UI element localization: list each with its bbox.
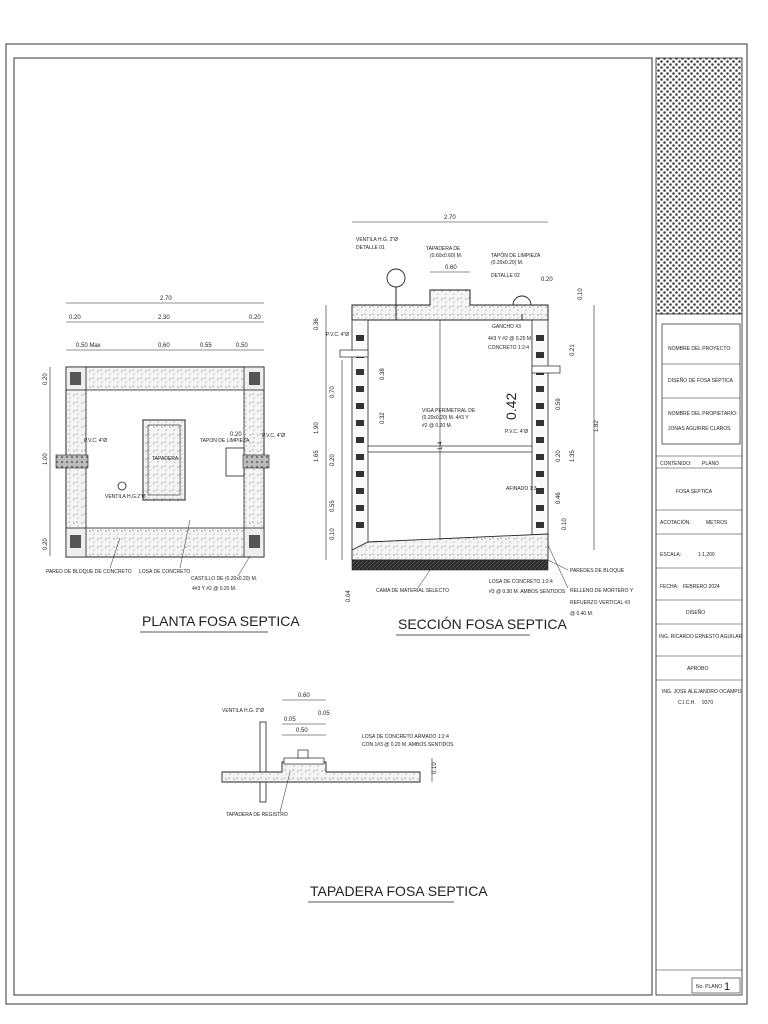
dim-plan-050: 0.50 <box>236 343 248 349</box>
dim-plan-inner: 2.30 <box>158 315 170 321</box>
dim-sec-182: 1.82 <box>594 420 600 432</box>
dim-sec-059: 0.59 <box>556 398 562 410</box>
label-plan-pvc-left: P.V.C. 4"Ø <box>84 438 108 444</box>
label-sec-relleno-1: RELLENO DE MORTERO Y <box>570 588 634 594</box>
label-plan-losa: LOSA DE CONCRETO <box>139 569 191 575</box>
tb-diseno-label: DISEÑO <box>686 610 706 616</box>
dim-sec-046: 0.46 <box>556 492 562 504</box>
dim-plan-v100: 1.00 <box>43 453 49 465</box>
dim-sec-020: 0.20 <box>330 454 336 466</box>
dim-plan-v020a: 0.20 <box>43 373 49 385</box>
tb-propietario-value: JONAS AGUIRRE CLAROS <box>668 426 731 432</box>
label-sec-ventila-2: DETALLE 01 <box>356 245 385 251</box>
label-sec-relleno-2: REFUERZO VERTICAL #3 <box>570 600 631 606</box>
dim-lid-010: 0.10 <box>432 762 438 774</box>
title-block <box>656 58 743 995</box>
tb-escala-label: ESCALA: <box>660 552 682 558</box>
label-sec-gancho: GANCHO #3 <box>492 324 521 330</box>
lid-view <box>222 693 488 902</box>
label-sec-tapadera-2: (0.60x0.60) M. <box>430 253 463 259</box>
tb-aprobo-label: APROBO <box>687 666 709 672</box>
dim-lid-060: 0.60 <box>298 693 310 699</box>
dim-sec-190: 1.90 <box>314 422 320 434</box>
dim-plan-055: 0.55 <box>200 343 212 349</box>
label-sec-tapadera-1: TAPADERA DE <box>426 246 461 252</box>
dim-sec-010: 0.10 <box>330 528 336 540</box>
label-plan-tapadera: TAPADERA <box>152 456 179 462</box>
dim-plan-wall-left: 0.20 <box>69 315 81 321</box>
tb-escala-value: 1:1,200 <box>698 552 715 558</box>
label-sec-gancho-3: CONCRETO 1:2:4 <box>488 345 530 351</box>
dim-sec-038: 0.38 <box>380 368 386 380</box>
dim-sec-070: 0.70 <box>330 386 336 398</box>
dim-lid-005: 0.05 <box>284 717 296 723</box>
dim-sec-021: 0.21 <box>570 344 576 356</box>
tb-fecha-label: FECHA: <box>660 584 679 590</box>
tb-proyecto-value: DISEÑO DE FOSA SÉPTICA <box>668 378 734 384</box>
label-plan-ventila: VENTILA H.G.2"Ø <box>105 494 146 500</box>
tb-fecha-value: FEBRERO 2024 <box>683 584 720 590</box>
label-sec-viga-1: VIGA PERIMETRAL DE <box>422 408 476 414</box>
label-lid-registro: TAPADERA DE REGISTRO <box>226 812 288 818</box>
label-sec-pvc-left: P.V.C. 4"Ø <box>326 332 350 338</box>
tb-proyecto-label: NOMBRE DEL PROYECTO: <box>668 346 732 352</box>
label-plan-castillo-2: 4#3 Y #2 @ 0.20 M. <box>192 586 237 592</box>
tb-plano-label: No. PLANO <box>696 984 723 990</box>
label-sec-losa-1: LOSA DE CONCRETO 1:2:4 <box>489 579 553 585</box>
dim-plan-total: 2.70 <box>160 296 172 302</box>
dim-sec-020: 0.20 <box>541 277 553 283</box>
tb-diseno-value: ING. RICARDO ERNESTO AGUILAR <box>659 634 743 640</box>
tb-aprobo-value: ING. JOSE ALEJANDRO OCAMPO <box>662 689 742 695</box>
label-sec-pvc-right: P.V.C. 4"Ø <box>505 429 529 435</box>
section-title: SECCIÓN FOSA SEPTICA <box>398 616 567 632</box>
label-plan-pvc-right: P.V.C. 4"Ø <box>262 433 286 439</box>
plan-title: PLANTA FOSA SEPTICA <box>142 613 300 629</box>
label-sec-tapon-3: DETALLE 02 <box>491 273 520 279</box>
tb-cich-label: C.I.C.H. <box>678 700 696 706</box>
tb-propietario-label: NOMBRE DEL PROPIETARIO: <box>668 411 738 417</box>
dim-plan-max: 0.50 Max <box>76 343 101 349</box>
dim-plan-v020b: 0.20 <box>43 538 49 550</box>
tb-plano-value: 1 <box>724 981 731 993</box>
label-plan-tapon: TAPON DE LIMPIEZA <box>200 438 250 444</box>
dim-sec-big042: 0.42 <box>503 392 519 420</box>
dim-sec-165: 1.65 <box>314 450 320 462</box>
tb-acotacion-value: METROS <box>706 520 728 526</box>
dim-plan-020c: 0.20 <box>230 432 242 438</box>
dim-lid-025: 0.05 <box>318 711 330 717</box>
plan-view <box>43 296 300 632</box>
dim-sec-total: 2.70 <box>444 215 456 221</box>
dim-sec-036: 0.36 <box>314 318 320 330</box>
dim-plan-wall-right: 0.20 <box>249 315 261 321</box>
label-sec-ventila-1: VENTILA H.G. 2"Ø <box>356 237 399 243</box>
dim-lid-050: 0.50 <box>296 728 308 734</box>
dim-sec-060: 0.60 <box>445 265 457 271</box>
label-lid-losa-2: CON 1#3 @ 0.20 M. AMBOS SENTIDOS <box>362 742 454 748</box>
label-sec-tapon-1: TAPÓN DE LIMPIEZA <box>491 253 541 259</box>
label-sec-losa-2: #3 @ 0.30 M. AMBOS SENTIDOS <box>489 589 566 595</box>
label-sec-viga-3: #2 @ 0.20 M. <box>422 423 453 429</box>
dim-sec-032: 0.32 <box>380 412 386 424</box>
label-sec-relleno-3: @ 0.40 M. <box>570 611 594 617</box>
label-sec-gancho-2: 4#3 Y #2 @ 0.25 M. <box>488 336 533 342</box>
section-view <box>314 215 634 635</box>
tb-contenido-label: CONTENIDO: <box>660 461 692 467</box>
dim-sec-010: 0.10 <box>578 288 584 300</box>
tb-cich-value: 9370 <box>702 700 714 706</box>
tb-contenido-detail: FOSA SEPTICA <box>676 489 713 495</box>
lid-title: TAPADERA FOSA SEPTICA <box>310 883 488 899</box>
dim-sec-004: 0.04 <box>346 590 352 602</box>
tb-acotacion-label: ACOTACIÓN: <box>660 520 691 526</box>
dim-plan-060: 0.60 <box>158 343 170 349</box>
label-sec-paredes: PAREDES DE BLOQUE <box>570 568 625 574</box>
label-plan-castillo-1: CASTILLO DE (0.20x0.20) M. <box>191 576 258 582</box>
dim-sec-020r: 0.20 <box>556 450 562 462</box>
dim-sec-055: 0.55 <box>330 500 336 512</box>
dim-sec-140: 1.4 <box>438 441 444 450</box>
tb-contenido-value: PLANO <box>702 461 719 467</box>
label-sec-cama: CAMA DE MATERIAL SELECTO <box>376 588 449 594</box>
dim-sec-135: 1.35 <box>570 450 576 462</box>
label-lid-losa-1: LOSA DE CONCRETO ARMADO 1:2:4 <box>362 734 449 740</box>
dim-sec-010r: 0.10 <box>562 518 568 530</box>
label-lid-ventila: VENTILA H.G. 2"Ø <box>222 708 265 714</box>
label-sec-afinado: AFINADO 1:3 <box>506 486 537 492</box>
label-plan-pared: PARED DE BLOQUE DE CONCRETO <box>46 569 132 575</box>
label-sec-tapon-2: (0.20x0.20) M. <box>491 260 524 266</box>
label-sec-viga-2: (0.20x0.20) M. 4#3 Y <box>422 415 469 421</box>
